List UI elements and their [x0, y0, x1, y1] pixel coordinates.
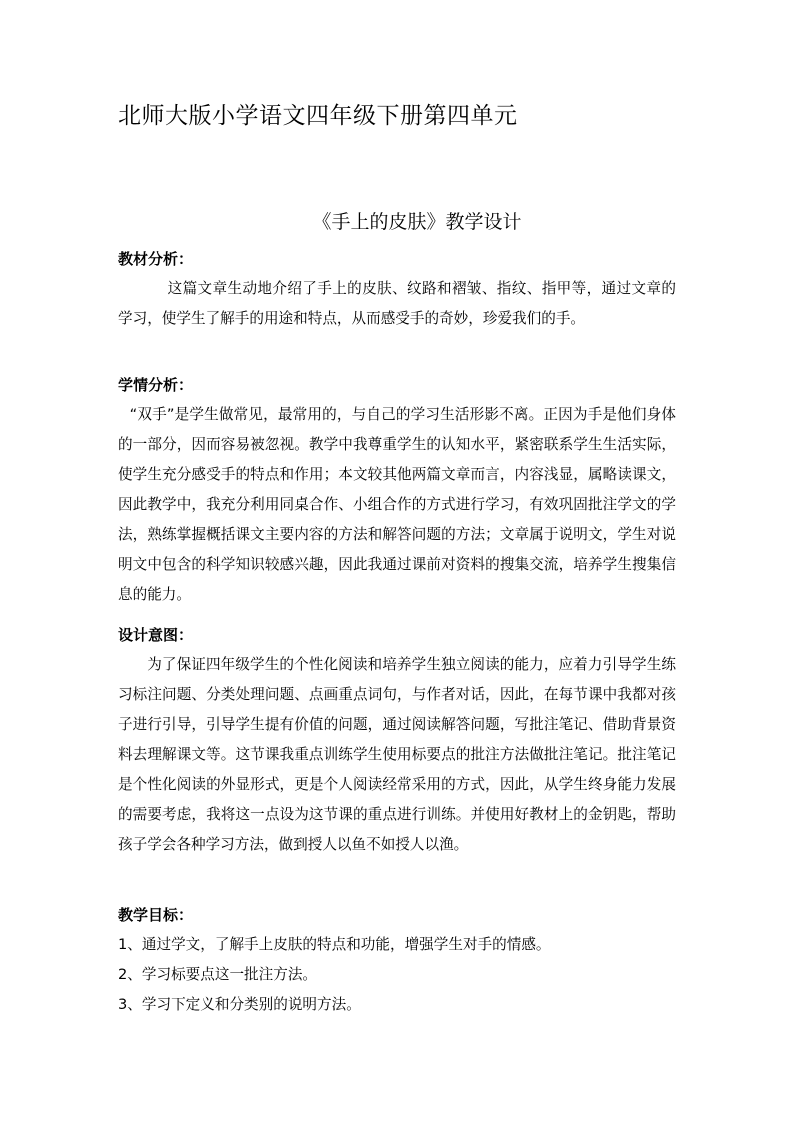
- goal-item: 3、学习下定义和分类别的说明方法。: [118, 996, 361, 1013]
- lesson-title-text: 《手上的皮肤》教学设计: [312, 211, 522, 233]
- section-student-analysis: [118, 370, 676, 610]
- section-heading: 教材分析：: [118, 250, 194, 268]
- section-teaching-goals: [118, 900, 676, 1020]
- section-paragraph: 这篇文章生动地介绍了手上的皮肤、纹路和褶皱、指纹、指甲等，通过文章的学习，使学生了解手的用途和特点，从而感受手的奇妙，珍爱我们的手。: [118, 280, 676, 327]
- section-paragraph: 为了保证四年级学生的个性化阅读和培养学生独立阅读的能力，应着力引导学生练习标注问题、分类处理问题、点画重点词句，与作者对话，因此，在每节课中我都对孩子进行引导，引导学生提有价值的问题，通过阅读解答问题，写批注笔记、借助背景资料去理解课文等。这节课我重点训练学生使用标要点的批注方法做批注笔记。批注笔记是个性化阅读的外显形式，更是个人阅读经常采用的方式，因此，从学生终身能力发展的需要考虑，我将这一点设为这节课的重点进行训练。并使用好教材上的金钥匙，帮助孩子学会各种学习方法，做到授人以鱼不如授人以渔。: [118, 656, 676, 853]
- goal-item: 1、通过学文，了解手上皮肤的特点和功能，增强学生对手的情感。: [118, 936, 551, 953]
- section-textbook-analysis: [118, 244, 676, 334]
- section-heading: 设计意图：: [118, 626, 194, 644]
- section-paragraph: “双手”是学生做常见，最常用的，与自己的学习生活形影不离。正因为手是他们身体的一部分，因而容易被忽视。教学中我尊重学生的认知水平，紧密联系学生生活实际，使学生充分感受手的特点和作用；本文较其他两篇文章而言，内容浅显，属略读课文，因此教学中，我充分利用同桌合作、小组合作的方式进行学习，有效巩固批注学文的学法，熟练掌握概括课文主要内容的方法和解答问题的方法；文章属于说明文，学生对说明文中包含的科学知识较感兴趣，因此我通过课前对资料的搜集交流，培养学生搜集信息的能力。: [118, 406, 676, 603]
- unit-title: 北师大版小学语文四年级下册第四单元: [118, 103, 518, 129]
- section-design-intent: [118, 620, 676, 860]
- section-heading: 学情分析：: [118, 376, 194, 394]
- lesson-title: [0, 208, 794, 236]
- goal-item: 2、学习标要点这一批注方法。: [118, 966, 318, 983]
- section-heading: 教学目标：: [118, 906, 194, 924]
